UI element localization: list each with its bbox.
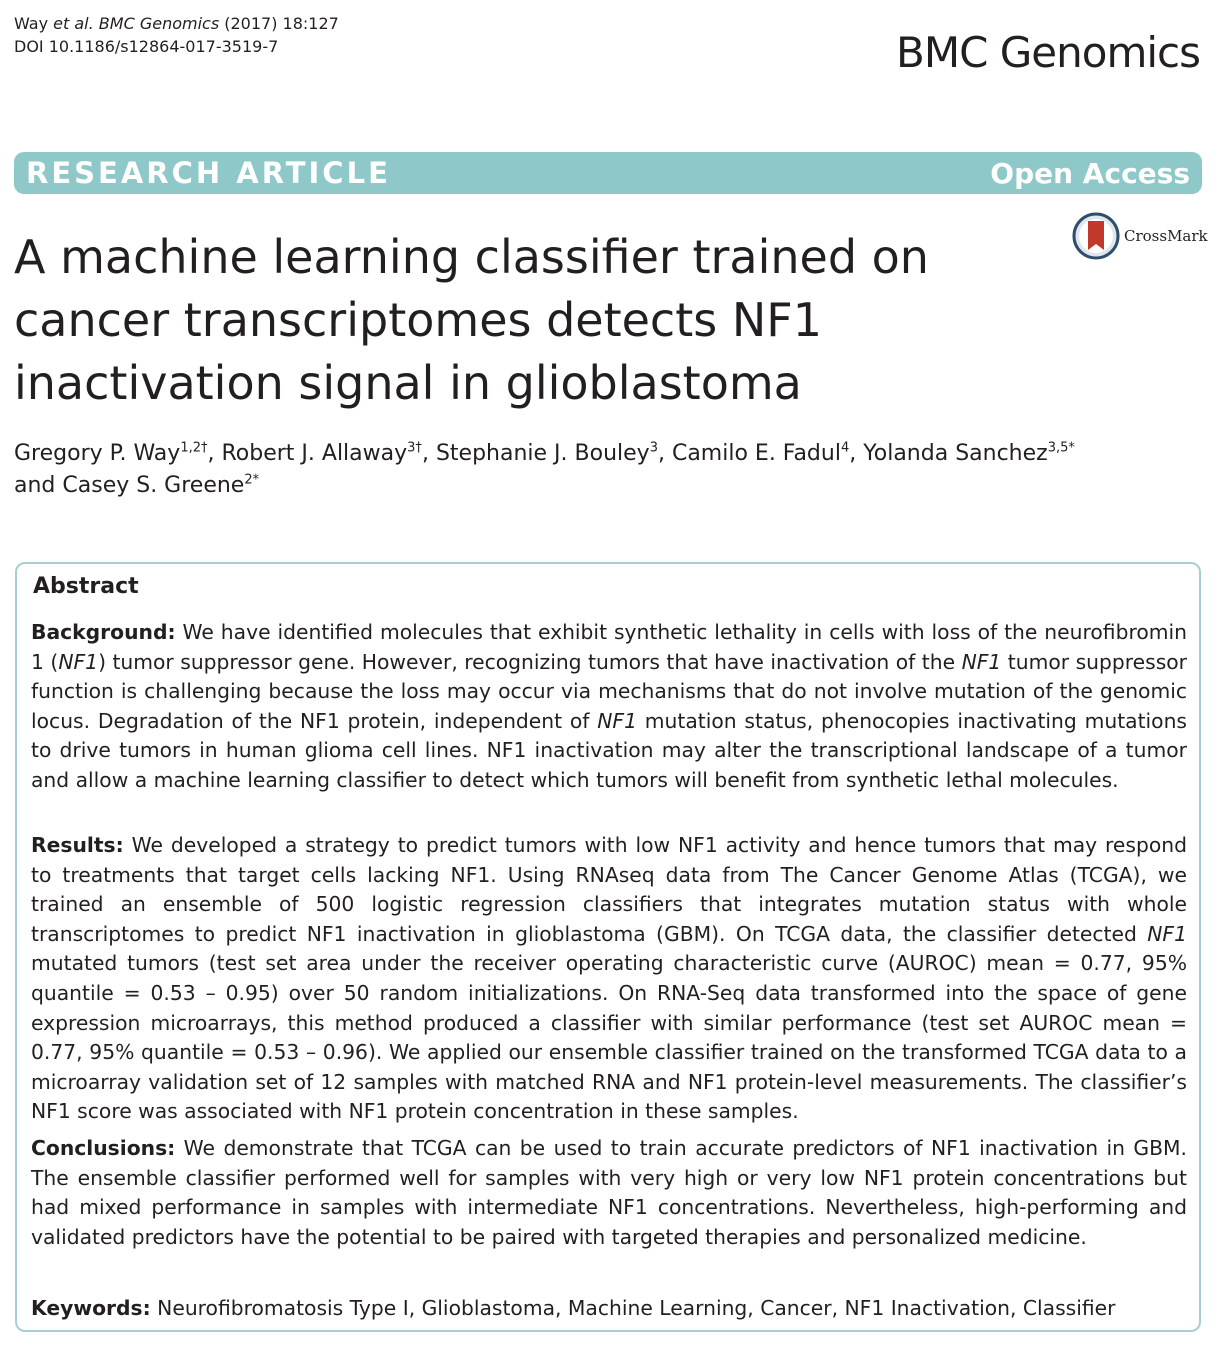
- gene-name: NF1: [961, 649, 1002, 674]
- open-access-label[interactable]: Open Access: [990, 156, 1190, 190]
- background-text: We have identified molecules that exhibit synthetic lethality in cells with loss of the neurofibromin 1 (: [31, 620, 1187, 674]
- citation-year-volume: (2017) 18:127: [219, 14, 339, 33]
- results-label: Results:: [31, 833, 124, 857]
- abstract-keywords: [31, 1294, 1187, 1324]
- author-name[interactable]: Gregory P. Way: [14, 441, 181, 466]
- author-affiliation-marker[interactable]: 3: [649, 440, 658, 456]
- author-name[interactable]: Stephanie J. Bouley: [435, 441, 650, 466]
- citation-author: Way: [14, 14, 54, 33]
- journal-logo[interactable]: BMC Genomics: [896, 28, 1200, 77]
- abstract-conclusions: [31, 1134, 1187, 1252]
- author-name[interactable]: and Casey S. Greene: [14, 473, 245, 498]
- article-type-banner: [14, 152, 1202, 194]
- article-title: A machine learning classifier trained on cancer transcriptomes detects NF1 inactivation signal in glioblastoma: [14, 230, 929, 410]
- author-affiliation-marker[interactable]: 1,2†: [180, 440, 208, 456]
- gene-name: NF1: [597, 708, 637, 733]
- citation: [14, 12, 339, 58]
- background-text: mutation status, phenocopies inactivating mutations to drive tumors in human glioma cell lines. NF1 inactivation may alter the transcriptional landscape of a tumor and allow a machine learning classifier to detect which tumors will benefit from synthetic lethal molecules.: [31, 708, 1187, 792]
- author-affiliation-marker[interactable]: 4: [840, 440, 850, 456]
- author-affiliation-marker[interactable]: 3,5*: [1047, 440, 1075, 456]
- results-text: mutated tumors (test set area under the receiver operating characteristic curve (AUROC) mean = 0.77, 95% quantile = 0.53 – 0.95) over 50 random initializations. On RNA-Seq data transformed into the space of gene expression microarrays, this method produced a classifier with similar performance (test set AUROC mean = 0.77, 95% quantile = 0.53 – 0.96). We applied our ensemble classifier trained on the transformed TCGA data to a microarray validation set of 12 samples with matched RNA and NF1 protein-level measurements. The classifier’s NF1 score was associated with NF1 protein concentration in these samples.: [31, 951, 1187, 1124]
- article-type-label: RESEARCH ARTICLE: [26, 156, 391, 190]
- conclusions-text: We demonstrate that TCGA can be used to train accurate predictors of NF1 inactivation in GBM. The ensemble classifier performed well for samples with very high or very low NF1 protein concentrations but had mixed performance in samples with intermediate NF1 concentrations. Nevertheless, high-performing and validated predictors have the potential to be paired with targeted therapies and personalized medicine.: [31, 1136, 1187, 1249]
- abstract-box: [15, 562, 1201, 1332]
- gene-name: NF1: [1147, 921, 1187, 946]
- citation-journal: et al. BMC Genomics: [53, 14, 220, 33]
- abstract-results: [31, 831, 1187, 1127]
- background-label: Background:: [31, 620, 176, 644]
- abstract-background: [31, 618, 1187, 796]
- author-affiliation-marker[interactable]: 2*: [244, 472, 260, 488]
- background-text: ) tumor suppressor gene. However, recognizing tumors that have inactivation of the: [98, 649, 962, 674]
- crossmark-label: CrossMark: [1124, 227, 1208, 245]
- results-text: We developed a strategy to predict tumors with low NF1 activity and hence tumors that may respond to treatments that target cells lacking NF1. Using RNAseq data from The Cancer Genome Atlas (TCGA), we trained an ensemble of 500 logistic regression classifiers that integrates mutation status with whole transcriptomes to predict NF1 inactivation in glioblastoma (GBM). On TCGA data, the classifier detected: [31, 833, 1187, 946]
- background-text: tumor suppressor function is challenging because the loss may occur via mechanisms that do not involve mutation of the genomic locus. Degradation of the NF1 protein, independent of: [31, 649, 1188, 733]
- abstract-heading: Abstract: [33, 574, 139, 599]
- author-list: Gregory P. Way$^{1,2\dagger}$, Robert J. Allaway$^{3\dagger}$, Stephanie J. Bouley$^3$, Camilo E. Fadul$^4$, Yolanda Sanchez$^{3,5*}$ and Casey S. Greene$^{2*}$: [14, 440, 1075, 498]
- keywords-text: Neurofibromatosis Type I, Glioblastoma, Machine Learning, Cancer, NF1 Inactivation, Classifier: [150, 1296, 1116, 1320]
- author-name[interactable]: Yolanda Sanchez: [863, 441, 1048, 466]
- citation-doi[interactable]: DOI 10.1186/s12864-017-3519-7: [14, 37, 279, 56]
- crossmark-badge[interactable]: [1072, 212, 1208, 260]
- author-affiliation-marker[interactable]: 3†: [407, 440, 422, 456]
- citation-line: [14, 12, 339, 35]
- gene-name: NF1: [58, 649, 99, 674]
- author-name[interactable]: Robert J. Allaway: [221, 441, 408, 466]
- keywords-label: Keywords:: [31, 1296, 151, 1320]
- crossmark-icon: [1072, 212, 1120, 260]
- conclusions-label: Conclusions:: [31, 1136, 176, 1160]
- author-name[interactable]: Camilo E. Fadul: [671, 441, 841, 466]
